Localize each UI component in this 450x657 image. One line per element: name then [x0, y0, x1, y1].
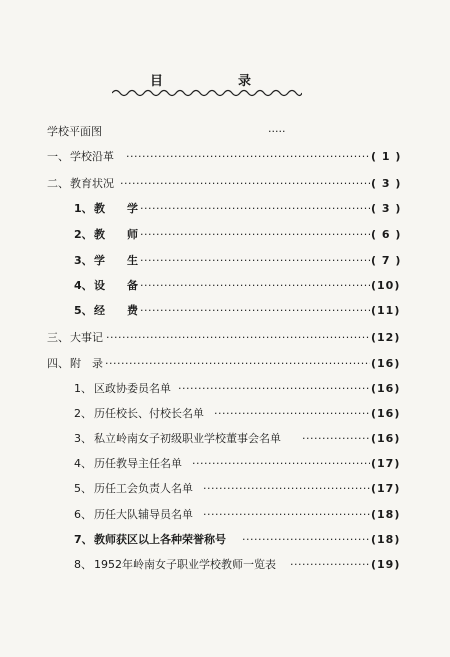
toc-entry — [0, 506, 450, 524]
toc-entry-title: 教 学 — [94, 202, 138, 215]
toc-entry — [0, 355, 450, 373]
header-dots: ····· — [268, 125, 286, 138]
toc-entry — [0, 480, 450, 498]
page-title — [0, 70, 450, 90]
dot-leader — [120, 175, 370, 193]
toc-entry-number: 8、 — [74, 558, 92, 571]
toc-entry — [0, 329, 450, 347]
toc-entry-number: 2、 — [74, 228, 93, 241]
toc-entry-page: ( 3 ) — [371, 177, 402, 190]
toc-entry-page: (16) — [371, 382, 401, 395]
toc-entry-title: 历任校长、付校长名单 — [94, 407, 204, 420]
toc-entry-page: ( 1 ) — [371, 150, 402, 163]
toc-entry-number: 5、 — [74, 304, 93, 317]
toc-entry-title: 教育状况 — [70, 177, 114, 190]
dot-leader — [178, 380, 370, 398]
toc-entry-number: 3、 — [74, 432, 92, 445]
toc-entry-number: 4、 — [74, 279, 93, 292]
dot-leader — [290, 556, 370, 574]
dot-leader — [242, 531, 370, 549]
toc-entry-title: 私立岭南女子初级职业学校董事会名单 — [94, 432, 281, 445]
dot-leader — [140, 302, 370, 320]
toc-entry-page: (19) — [371, 558, 401, 571]
toc-header-line — [0, 123, 450, 141]
wavy-underline — [112, 88, 302, 98]
dot-leader — [203, 506, 370, 524]
toc-entry — [0, 200, 450, 218]
toc-entry-page: (16) — [371, 432, 401, 445]
dot-leader — [203, 480, 370, 498]
toc-entry-title: 历任教导主任名单 — [94, 457, 182, 470]
header-label: 学校平面图 — [47, 125, 102, 138]
toc-entry-title: 附 录 — [70, 357, 103, 370]
toc-entry-title: 大事记 — [70, 331, 103, 344]
toc-entry — [0, 380, 450, 398]
toc-entry-page: (18) — [371, 508, 401, 521]
toc-entry — [0, 277, 450, 295]
dot-leader — [140, 200, 370, 218]
toc-entry — [0, 148, 450, 166]
toc-entry-page: (12) — [371, 331, 401, 344]
toc-entry-number: 1、 — [74, 202, 93, 215]
dot-leader — [192, 455, 370, 473]
toc-entry-page: (10) — [371, 279, 401, 292]
toc-entry-number: 3、 — [74, 254, 93, 267]
toc-entry-number: 2、 — [74, 407, 92, 420]
toc-entry-number: 4、 — [74, 457, 92, 470]
toc-entry-title: 教 师 — [94, 228, 138, 241]
toc-entry-page: (16) — [371, 407, 401, 420]
dot-leader — [126, 148, 370, 166]
toc-entry — [0, 252, 450, 270]
toc-entry-title: 历任工会负责人名单 — [94, 482, 193, 495]
toc-entry — [0, 302, 450, 320]
toc-entry-title: 1952年岭南女子职业学校教师一览表 — [94, 558, 276, 571]
toc-entry-page: ( 3 ) — [371, 202, 402, 215]
dot-leader — [140, 252, 370, 270]
toc-entry-title: 设 备 — [94, 279, 138, 292]
toc-entry-page: (11) — [371, 304, 401, 317]
toc-entry-title: 学校沿革 — [70, 150, 114, 163]
toc-entry-number: 1、 — [74, 382, 92, 395]
dot-leader — [140, 277, 370, 295]
toc-entry-page: (18) — [371, 533, 401, 546]
toc-entry — [0, 405, 450, 423]
toc-entry-page: (17) — [371, 457, 401, 470]
toc-entry — [0, 175, 450, 193]
toc-entry — [0, 430, 450, 448]
toc-entry — [0, 226, 450, 244]
toc-entry-number: 三、 — [47, 331, 69, 344]
toc-entry-title: 经 费 — [94, 304, 138, 317]
toc-entry-page: ( 7 ) — [371, 254, 402, 267]
toc-entry-number: 5、 — [74, 482, 92, 495]
toc-entry-number: 7、 — [74, 533, 93, 546]
toc-entry-title: 区政协委员名单 — [94, 382, 171, 395]
dot-leader — [214, 405, 370, 423]
title-char-2: 录 — [238, 74, 252, 89]
toc-entry-number: 二、 — [47, 177, 69, 190]
title-char-1: 目 — [150, 74, 164, 89]
toc-entry-title: 教师获区以上各种荣誉称号 — [94, 533, 226, 546]
toc-entry — [0, 455, 450, 473]
toc-entry-number: 四、 — [47, 357, 69, 370]
toc-entry — [0, 556, 450, 574]
toc-entry-title: 历任大队辅导员名单 — [94, 508, 193, 521]
dot-leader — [302, 430, 370, 448]
toc-entry-page: (17) — [371, 482, 401, 495]
dot-leader — [105, 355, 370, 373]
toc-entry — [0, 531, 450, 549]
dot-leader — [140, 226, 370, 244]
toc-entry-number: 6、 — [74, 508, 92, 521]
dot-leader — [106, 329, 370, 347]
toc-entry-page: ( 6 ) — [371, 228, 402, 241]
toc-entry-title: 学 生 — [94, 254, 138, 267]
toc-entry-page: (16) — [371, 357, 401, 370]
toc-entry-number: 一、 — [47, 150, 69, 163]
